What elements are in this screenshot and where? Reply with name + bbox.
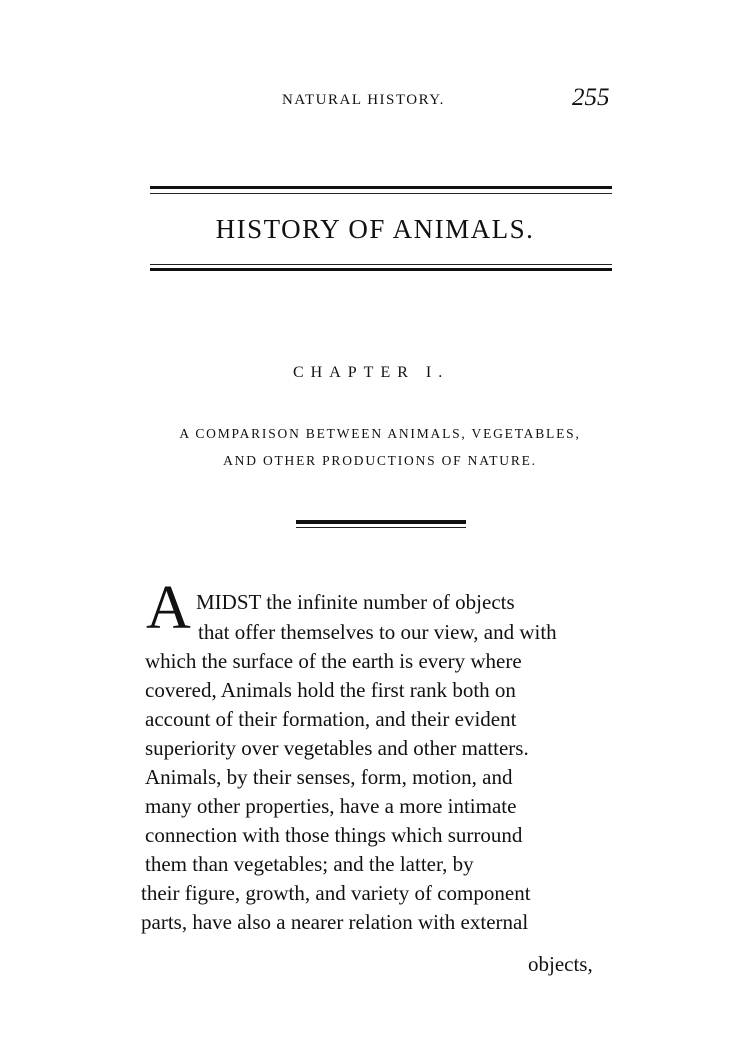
body-line: which the surface of the earth is every where: [145, 649, 522, 673]
body-line: covered, Animals hold the first rank both on: [145, 678, 516, 702]
body-line: their figure, growth, and variety of component: [141, 881, 531, 905]
page-number: 255: [572, 84, 610, 111]
top-double-rule: [150, 186, 612, 194]
ornament-rule: [296, 520, 466, 528]
chapter-subtitle-line: AND OTHER PRODUCTIONS OF NATURE.: [223, 453, 537, 468]
running-title: NATURAL HISTORY.: [282, 92, 445, 108]
body-line: that offer themselves to our view, and with: [198, 620, 557, 644]
body-line: Animals, by their senses, form, motion, and: [145, 765, 513, 789]
running-head: [0, 84, 750, 122]
body-line: them than vegetables; and the latter, by: [145, 852, 474, 876]
body-line: MIDST the infinite number of objects: [196, 590, 515, 614]
chapter-subtitle-line: A COMPARISON BETWEEN ANIMALS, VEGETABLES,: [179, 426, 581, 441]
body-line: many other properties, have a more intimate: [145, 794, 517, 818]
section-title: HISTORY OF ANIMALS.: [215, 214, 535, 244]
catchword: objects,: [528, 952, 593, 976]
chapter-subtitle: [0, 420, 750, 474]
body-line: account of their formation, and their evident: [145, 707, 517, 731]
drop-cap: A: [146, 574, 191, 642]
body-line: parts, have also a nearer relation with external: [141, 910, 529, 934]
body-line: superiority over vegetables and other matters.: [145, 736, 529, 760]
body-line: connection with those things which surround: [145, 823, 523, 847]
bottom-double-rule: [150, 264, 612, 271]
chapter-heading: CHAPTER I.: [293, 364, 450, 381]
